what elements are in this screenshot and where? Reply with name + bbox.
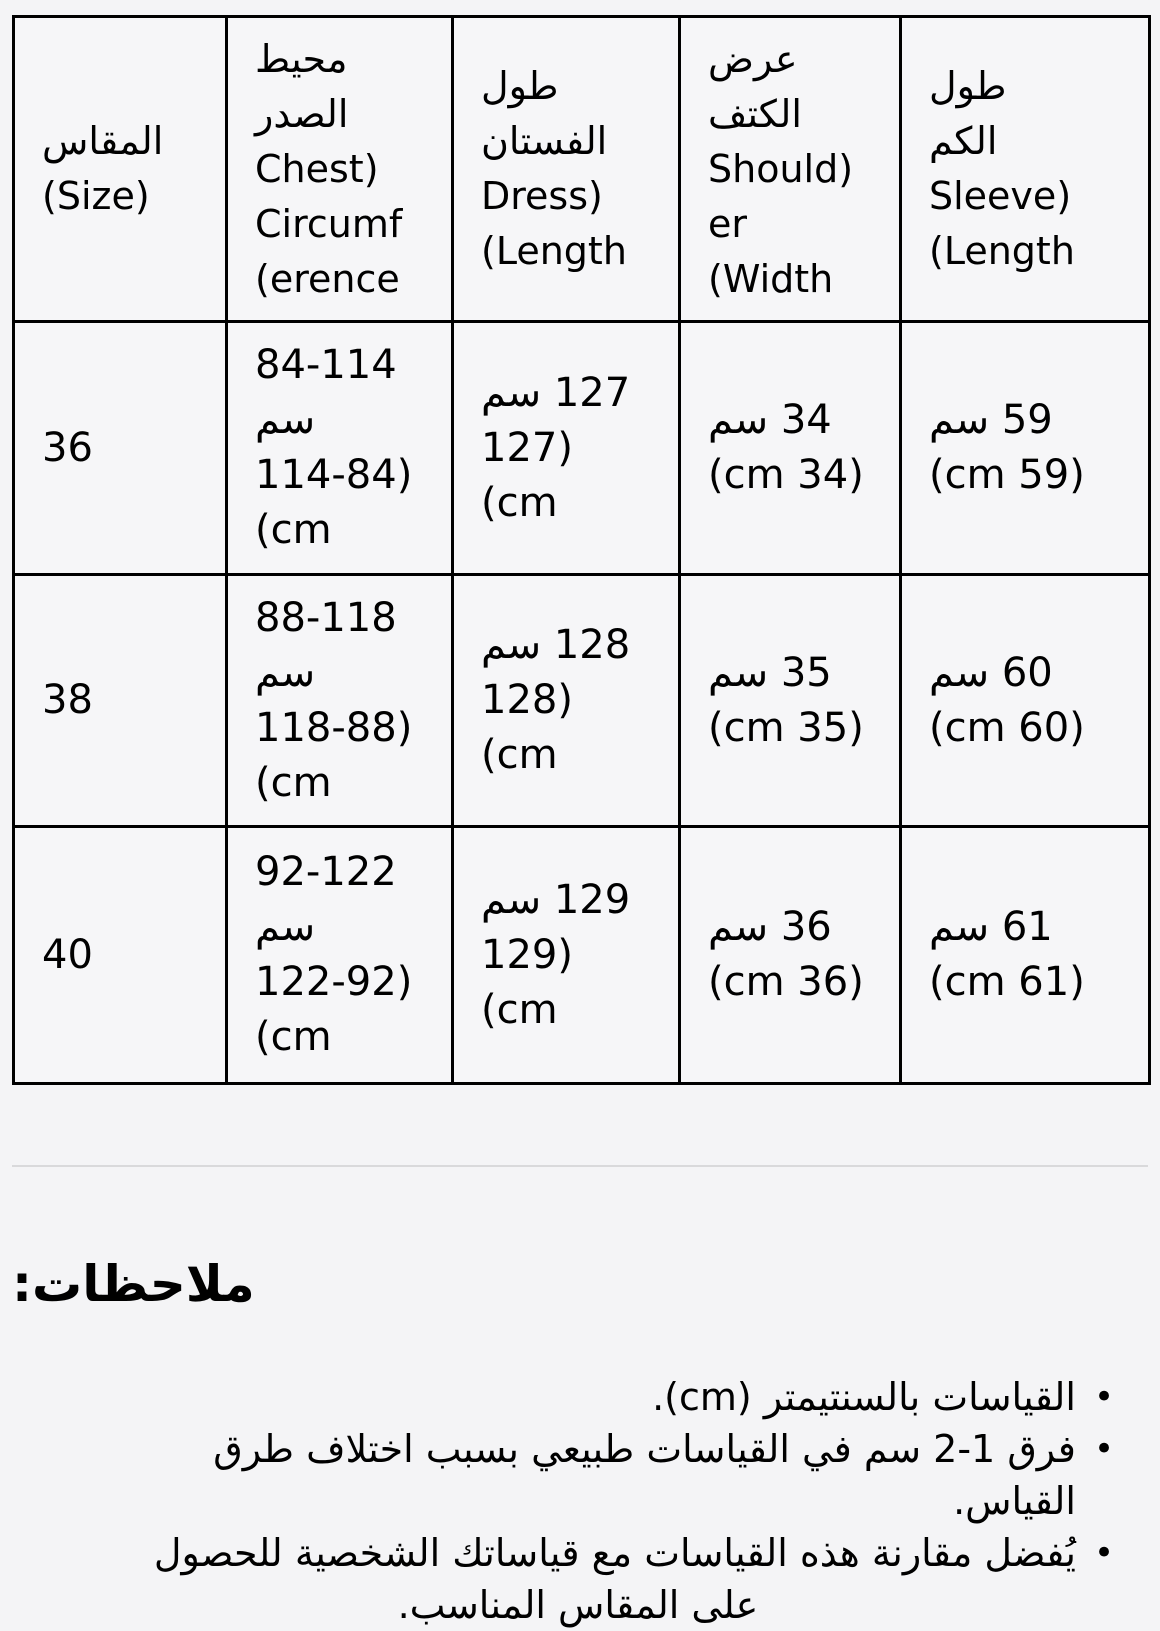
text-line: 35 سم	[708, 649, 832, 696]
text-line: القياسات بالسنتيمتر (cm).	[652, 1375, 1076, 1419]
text-line: 88-118	[255, 594, 397, 641]
size-guide-section	[12, 15, 1148, 1085]
column-header-shoulder-width	[680, 17, 901, 322]
text-line: 129 سم	[481, 876, 631, 923]
text-line: (Chest	[255, 146, 379, 191]
text-line: 40	[42, 931, 93, 978]
text-line: (Should	[708, 146, 854, 191]
text-line: cm)	[255, 1014, 332, 1060]
cell-size-38	[14, 575, 227, 827]
note-text	[80, 1423, 1076, 1527]
text-line: cm)	[255, 759, 332, 806]
text-line: الكم	[929, 119, 998, 163]
text-line: erence)	[255, 256, 400, 301]
cell-chest-38	[227, 575, 453, 827]
text-line: (59 cm)	[929, 452, 1085, 498]
text-line: 127 سم	[481, 369, 631, 416]
cell-shoulder-38	[680, 575, 901, 827]
text-line: Length)	[481, 229, 627, 273]
text-line: Length)	[929, 229, 1075, 273]
text-line: الصدر	[255, 91, 349, 136]
text-line: Circumf	[255, 201, 403, 246]
text-line: سم	[255, 904, 316, 950]
cell-shoulder-36	[680, 322, 901, 575]
text-line: على المقاس المناسب.	[397, 1583, 759, 1627]
cell-sleeve-38	[901, 575, 1150, 827]
text-line: طول	[929, 64, 1007, 108]
text-line: الفستان	[481, 119, 608, 163]
text-line: فرق 1-2 سم في القياسات طبيعي بسبب اختلاف طرق القياس.	[213, 1427, 1076, 1523]
text-line: cm)	[481, 732, 558, 778]
text-line: 59 سم	[929, 397, 1053, 443]
text-line: المقاس	[42, 119, 164, 163]
note-item-units	[80, 1371, 1114, 1423]
section-divider	[12, 1165, 1148, 1167]
bullet-icon: •	[1093, 1429, 1114, 1469]
text-line: ؜(84-114	[255, 452, 413, 498]
text-line: 61 سم	[929, 904, 1053, 950]
text-line: 84-114	[255, 342, 397, 388]
note-item-compare	[80, 1527, 1114, 1631]
size-guide-table	[12, 15, 1151, 1085]
text-line: cm)	[255, 507, 332, 553]
notes-heading: ملاحظات:	[12, 1255, 255, 1313]
cell-size-36	[14, 322, 227, 575]
text-line: (34 cm)	[708, 452, 864, 498]
table-row-size-36	[14, 322, 1150, 575]
text-line: cm)	[481, 479, 558, 526]
text-line: يُفضل مقارنة هذه القياسات مع قياساتك الشخصية للحصول	[153, 1531, 1076, 1575]
cell-chest-36	[227, 322, 453, 575]
text-line: 128 سم	[481, 622, 631, 668]
text-line: سم	[255, 397, 316, 443]
text-line: عرض	[708, 36, 798, 81]
note-text	[80, 1527, 1076, 1631]
cell-dress-36	[453, 322, 680, 575]
text-line: (127	[481, 424, 573, 471]
text-line: الكتف	[708, 91, 802, 136]
text-line: (Size)	[42, 174, 150, 218]
text-line: ؜(88-118	[255, 704, 413, 751]
text-line: (Dress	[481, 174, 603, 218]
table-row-size-38	[14, 575, 1150, 827]
note-text	[80, 1371, 1076, 1423]
text-line: سم	[255, 649, 316, 696]
table-header-row	[14, 17, 1150, 322]
column-header-sleeve-length	[901, 17, 1150, 322]
cell-sleeve-40	[901, 827, 1150, 1084]
column-header-size	[14, 17, 227, 322]
text-line: 60 سم	[929, 649, 1053, 696]
text-line: (35 cm)	[708, 704, 864, 751]
bullet-icon: •	[1093, 1533, 1114, 1573]
column-header-dress-length	[453, 17, 680, 322]
text-line: Width)	[708, 256, 834, 301]
text-line: 92-122	[255, 849, 397, 895]
bullet-icon: •	[1093, 1377, 1114, 1417]
note-item-tolerance	[80, 1423, 1114, 1527]
text-line: (36 cm)	[708, 959, 864, 1005]
text-line: 38	[42, 677, 93, 723]
cell-dress-38	[453, 575, 680, 827]
text-line: (61 cm)	[929, 959, 1085, 1005]
text-line: (Sleeve	[929, 174, 1072, 218]
text-line: 36 سم	[708, 904, 832, 950]
text-line: 34 سم	[708, 397, 832, 443]
text-line: 36	[42, 424, 93, 471]
text-line: (129	[481, 931, 573, 978]
notes-list	[80, 1371, 1114, 1631]
cell-shoulder-40	[680, 827, 901, 1084]
column-header-chest	[227, 17, 453, 322]
text-line: (128	[481, 677, 573, 723]
text-line: طول	[481, 64, 559, 108]
cell-size-40	[14, 827, 227, 1084]
text-line: (60 cm)	[929, 704, 1085, 751]
text-line: cm)	[481, 986, 558, 1033]
text-line: ؜(92-122	[255, 959, 413, 1005]
cell-chest-40	[227, 827, 453, 1084]
table-row-size-40	[14, 827, 1150, 1084]
cell-sleeve-36	[901, 322, 1150, 575]
cell-dress-40	[453, 827, 680, 1084]
text-line: محيط	[255, 36, 348, 81]
text-line: er	[708, 201, 748, 246]
